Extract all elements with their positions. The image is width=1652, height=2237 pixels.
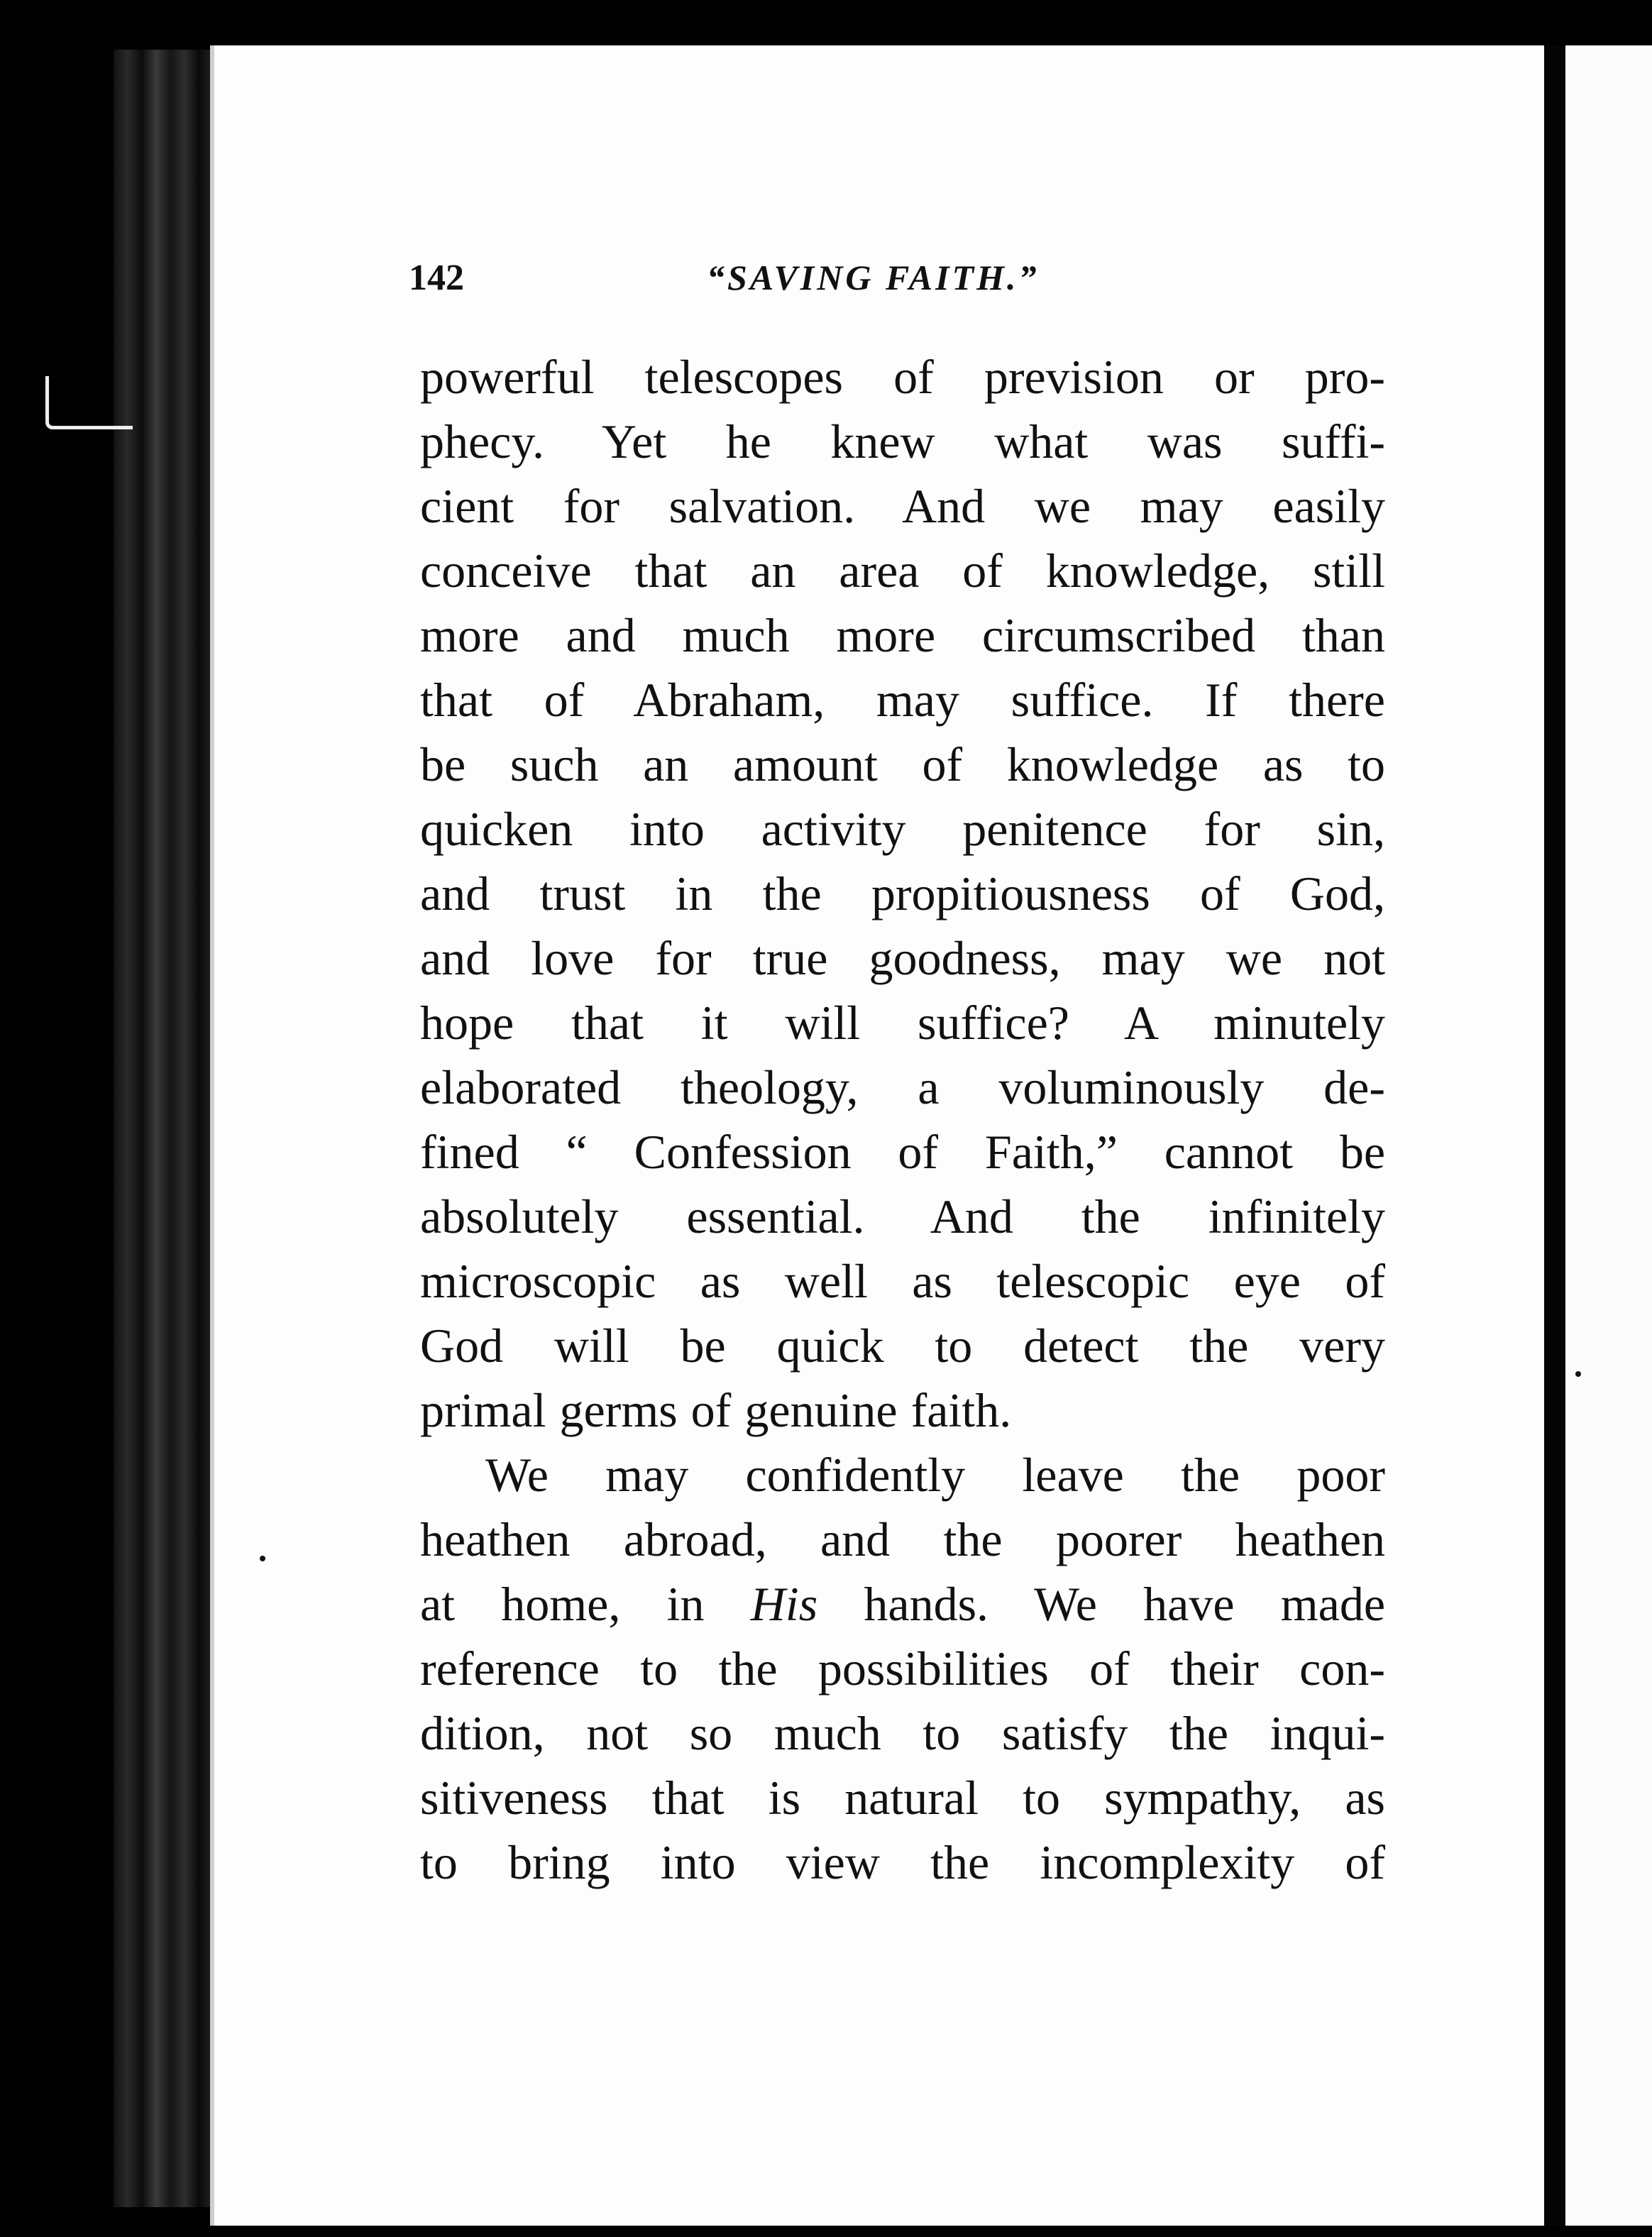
text-line: sitiveness that is natural to sympathy, as bbox=[420, 1771, 1385, 1825]
text-segment: hands. We have made bbox=[817, 1577, 1385, 1631]
page-gutter bbox=[1544, 45, 1565, 2226]
text-line: We may confidently leave the poor bbox=[485, 1448, 1385, 1502]
text-line: and trust in the propitiousness of God, bbox=[420, 867, 1385, 920]
italic-word: His bbox=[750, 1577, 818, 1631]
facing-page-edge bbox=[1565, 45, 1652, 2226]
text-line: fined “ Confession of Faith,” cannot be bbox=[420, 1125, 1385, 1179]
body-text bbox=[420, 345, 1385, 1895]
text-line: and love for true goodness, may we not bbox=[420, 931, 1385, 985]
text-line: be such an amount of knowledge as to bbox=[420, 737, 1385, 791]
text-line: absolutely essential. And the infinitely bbox=[420, 1189, 1385, 1243]
text-line: quicken into activity penitence for sin, bbox=[420, 802, 1385, 856]
text-line: powerful telescopes of prevision or pro- bbox=[420, 350, 1385, 404]
text-line: cient for salvation. And we may easily bbox=[420, 479, 1385, 533]
text-line: more and much more circumscribed than bbox=[420, 608, 1385, 662]
text-line bbox=[420, 1572, 1385, 1637]
text-line: phecy. Yet he knew what was suffi- bbox=[420, 414, 1385, 468]
running-head bbox=[409, 257, 1402, 307]
ink-speck bbox=[260, 1556, 265, 1561]
page-number: 142 bbox=[409, 258, 464, 298]
text-line: elaborated theology, a voluminously de- bbox=[420, 1060, 1385, 1114]
text-segment: at home, in bbox=[420, 1577, 751, 1631]
text-line: hope that it will suffice? A minutely bbox=[420, 996, 1385, 1050]
text-line: that of Abraham, may suffice. If there bbox=[420, 673, 1385, 727]
text-line: primal germs of genuine faith. bbox=[420, 1383, 1012, 1437]
text-line: to bring into view the incomplexity of bbox=[420, 1835, 1385, 1889]
text-line: conceive that an area of knowledge, still bbox=[420, 544, 1385, 598]
scanner-clip-mark bbox=[45, 376, 133, 429]
text-line: dition, not so much to satisfy the inqui- bbox=[420, 1706, 1385, 1760]
text-line: reference to the possibilities of their con- bbox=[420, 1642, 1385, 1695]
text-line: heathen abroad, and the poorer heathen bbox=[420, 1512, 1385, 1566]
text-line: microscopic as well as telescopic eye of bbox=[420, 1254, 1385, 1308]
running-title: “SAVING FAITH.” bbox=[707, 258, 1040, 297]
facing-page-mark bbox=[1575, 1371, 1581, 1377]
text-line: God will be quick to detect the very bbox=[420, 1319, 1385, 1373]
book-binding bbox=[114, 50, 213, 2207]
